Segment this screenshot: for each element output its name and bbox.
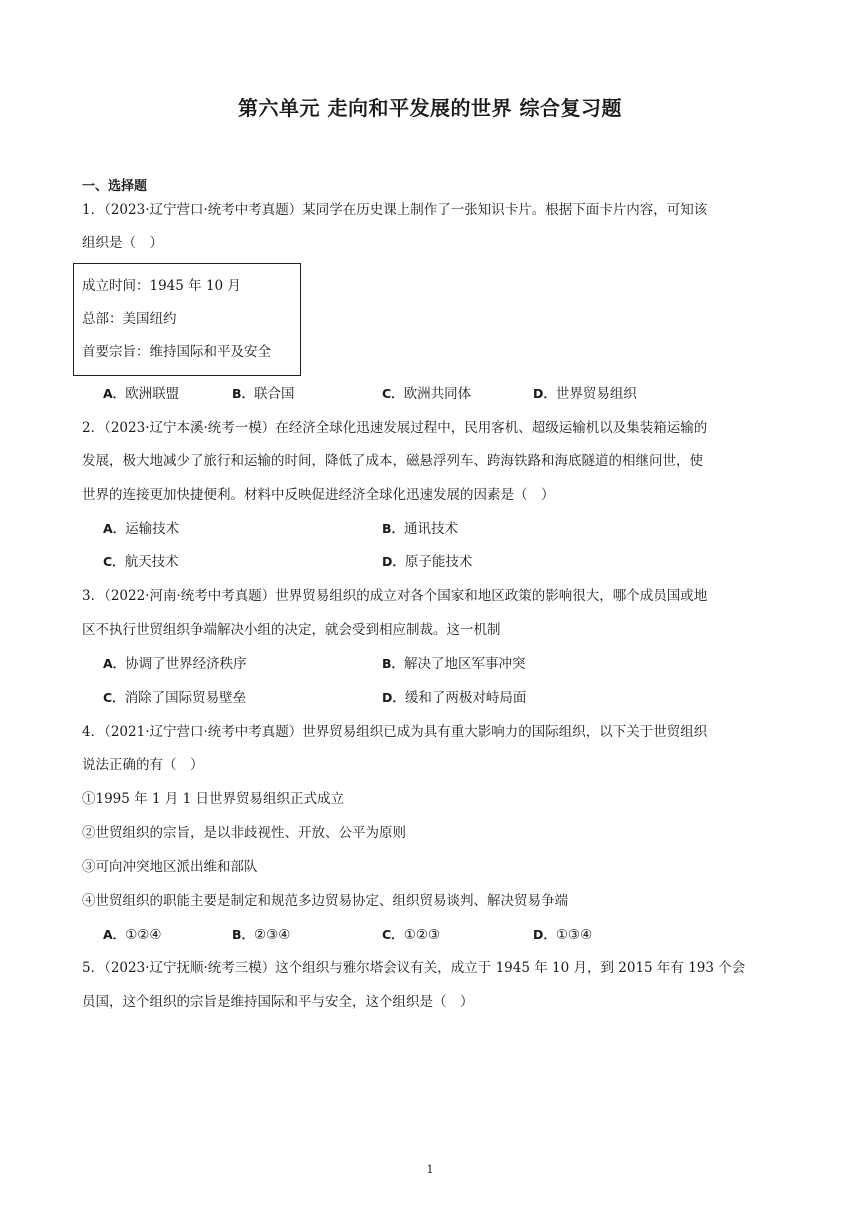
option-letter: B．: [232, 386, 255, 401]
option-text: 航天技术: [124, 554, 179, 570]
question-2-line-1: 2．（2023·辽宁本溪·统考一模）在经济全球化迅速发展过程中，民用客机、超级运输机以及集装箱运输的: [82, 420, 708, 436]
q4-option-a: [103, 925, 162, 945]
option-letter: A．: [103, 386, 126, 401]
q1-option-d: [533, 384, 637, 404]
option-letter: A．: [103, 656, 126, 671]
question-5-line-1: 5．（2023·辽宁抚顺·统考三模）这个组织与雅尔塔会议有关，成立于 1945 年 10 月，到 2015 年有 193 个会: [82, 960, 746, 976]
question-1-line-1: 1．（2023·辽宁营口·统考中考真题）某同学在历史课上制作了一张知识卡片。根据下面卡片内容，可知该: [82, 202, 708, 218]
q1-option-b: [232, 384, 295, 404]
option-text: 解决了地区军事冲突: [404, 656, 526, 672]
option-letter: D．: [533, 927, 556, 942]
option-letter: B．: [382, 521, 405, 536]
question-3-line-2: 区不执行世贸组织争端解决小组的决定，就会受到相应制裁。这一机制: [82, 622, 501, 638]
option-text: 世界贸易组织: [555, 386, 637, 402]
q1-option-c: [382, 384, 471, 404]
question-4-line-2: 说法正确的有（ ）: [82, 757, 204, 773]
page-title: 第六单元 走向和平发展的世界 综合复习题: [238, 96, 622, 120]
question-5-line-2: 员国，这个组织的宗旨是维持国际和平与安全，这个组织是（ ）: [82, 994, 474, 1010]
question-4-line-1: 4．（2021·辽宁营口·统考中考真题）世界贸易组织已成为具有重大影响力的国际组织，以下关于世贸组织: [82, 724, 708, 740]
option-text: ①③④: [555, 927, 593, 943]
page-number: 1: [426, 1163, 434, 1176]
question-2-line-2: 发展，极大地减少了旅行和运输的时间，降低了成本，磁悬浮列车、跨海铁路和海底隧道的相继问世，使: [82, 453, 703, 469]
q2-option-a: [103, 519, 179, 539]
option-text: ①②④: [125, 927, 162, 943]
question-3-line-1: 3．（2022·河南·统考中考真题）世界贸易组织的成立对各个国家和地区政策的影响很大，哪个成员国或地: [82, 588, 708, 604]
option-text: ①②③: [403, 927, 440, 943]
option-text: 欧洲联盟: [125, 386, 180, 402]
option-text: 运输技术: [125, 521, 180, 537]
question-2-line-3: 世界的连接更加快捷便利。材料中反映促进经济全球化迅速发展的因素是（ ）: [82, 487, 555, 503]
option-text: 欧洲共同体: [403, 386, 472, 402]
q3-option-c: [103, 688, 246, 708]
option-letter: B．: [232, 927, 255, 942]
section-heading: 一、选择题: [82, 179, 148, 194]
option-letter: D．: [382, 554, 405, 569]
option-letter: C．: [382, 927, 404, 942]
q4-option-d: [533, 925, 592, 945]
q3-option-d: [382, 688, 526, 708]
card-line-purpose: 首要宗旨：维持国际和平及安全: [82, 344, 271, 360]
q4-option-b: [232, 925, 290, 945]
option-text: 消除了国际贸易壁垒: [124, 690, 247, 706]
card-line-headquarters: 总部：美国纽约: [82, 311, 177, 327]
option-letter: C．: [103, 690, 125, 705]
option-text: ②③④: [254, 927, 291, 943]
q3-option-a: [103, 654, 247, 674]
option-letter: C．: [382, 386, 404, 401]
q1-option-a: [103, 384, 179, 404]
option-text: 缓和了两极对峙局面: [404, 690, 527, 706]
question-4-item-2: ②世贸组织的宗旨，是以非歧视性、开放、公平为原则: [82, 825, 406, 841]
option-text: 原子能技术: [404, 554, 473, 570]
q2-option-c: [103, 552, 179, 572]
q2-option-b: [382, 519, 458, 539]
option-text: 通讯技术: [404, 521, 459, 537]
question-4-item-1: ①1995 年 1 月 1 日世界贸易组织正式成立: [82, 791, 344, 807]
option-letter: D．: [382, 690, 405, 705]
card-line-founded: 成立时间：1945 年 10 月: [82, 278, 241, 294]
option-letter: A．: [103, 927, 126, 942]
option-letter: B．: [382, 656, 405, 671]
option-text: 协调了世界经济秩序: [125, 656, 247, 672]
option-letter: D．: [533, 386, 556, 401]
q3-option-b: [382, 654, 526, 674]
option-letter: A．: [103, 521, 126, 536]
q4-option-c: [382, 925, 440, 945]
option-text: 联合国: [254, 386, 295, 402]
question-4-item-4: ④世贸组织的职能主要是制定和规范多边贸易协定、组织贸易谈判、解决贸易争端: [82, 893, 568, 909]
option-letter: C．: [103, 554, 125, 569]
q2-option-d: [382, 552, 472, 572]
question-4-item-3: ③可向冲突地区派出维和部队: [82, 859, 258, 875]
question-1-line-2: 组织是（ ）: [82, 235, 163, 251]
